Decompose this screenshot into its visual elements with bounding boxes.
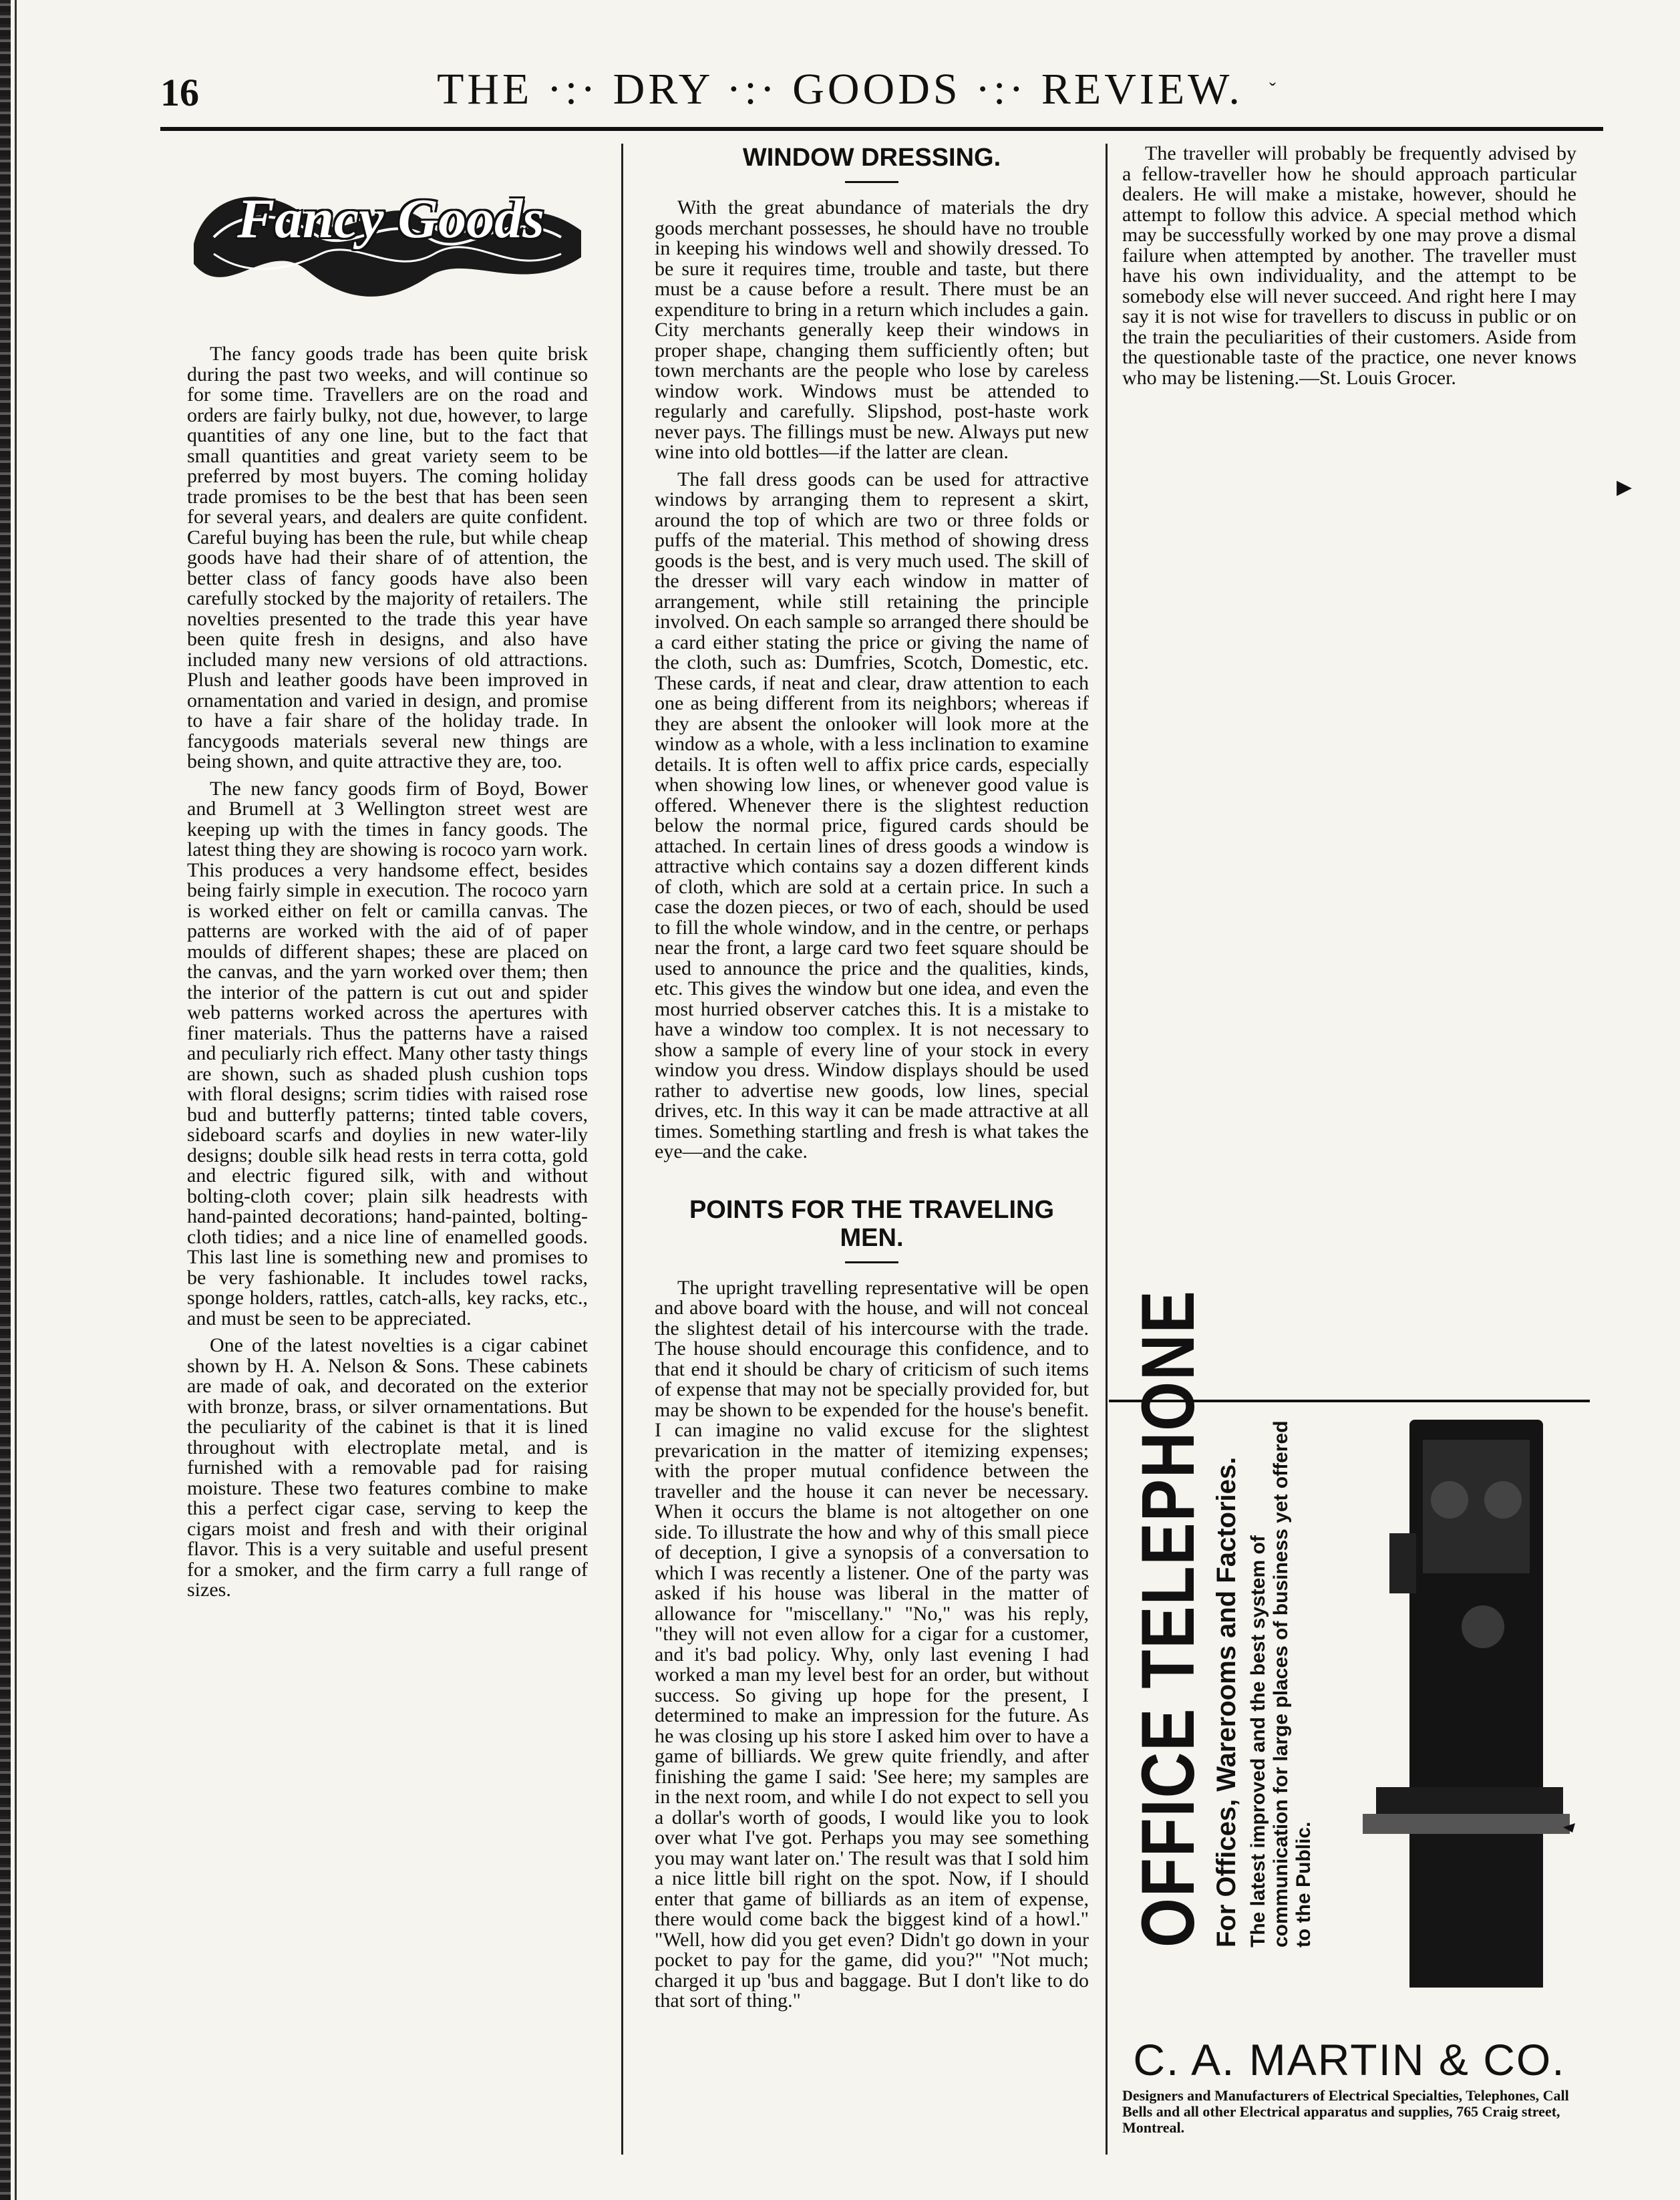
ad-company-name: C. A. MARTIN & CO. [1133,2035,1566,2084]
running-title: THE ·:· DRY ·:· GOODS ·:· REVIEW. [437,65,1243,114]
title-dash [845,1261,898,1263]
fancy-goods-paragraph-3: One of the latest novelties is a cigar cabinet shown by H. A. Nelson & Sons. These cabinets are made of oak, and decorated on the exterior with bronze, brass, or silver ornamentations. But the peculiarity of the cabinet is that it is lined throughout with electroplate metal, and is furnished with a removable pad for raising moisture. These two features combine to make this a perfect cigar case, serving to keep the cigars moist and fresh and with their original flavor. This is a very suitable and useful present for a smoker, and the firm carry a full range of sizes. [187,1334,588,1601]
office-telephone-advertisement [1109,1289,1590,2136]
fancy-goods-heading-image [187,170,588,311]
page-binding-edge [0,0,11,2200]
fancy-goods-paragraph-2: The new fancy goods firm of Boyd, Bower and Brumell at 3 Wellington street west are keeping up with the times in fancy goods. The latest thing they are showing is rococo yarn work. This produces a very handsome effect, besides being fairly simple in execution. The rococo yarn is worked either on felt or camilla canvas. The patterns are worked with the aid of of paper moulds of different shapes; these are placed on the canvas, and the yarn worked over them; then the interior of the pattern is cut out and spider web patterns worked across the apertures with finer materials. Thus the patterns have a raised and peculiarly rich effect. Many other tasty things are shown, such as shaded plush cushion tops with floral designs; scrim tidies with raised rose bud and butterfly patterns; tinted table covers, sideboard scarfs and doylies in new water-lily designs; double silk head rests in terra cotta, gold and electric figured silk, with and without bolting-cloth cover; plain silk headrests with hand-painted decorations; hand-painted, bolting-cloth tidies; and a nice line of enamelled goods. This last line is something new and promises to be very fashionable. It includes towel racks, sponge holders, rattles, catch-alls, key racks, etc., and must be seen to be appreciated. [187,777,588,1329]
traveling-men-title: POINTS FOR THE TRAVELING MEN. [689,1195,1055,1252]
ad-subtitle: For Offices, Warerooms and Factories. [1212,1456,1241,1947]
ad-title: OFFICE TELEPHONE [1126,1289,1210,1947]
window-dressing-paragraph-1: With the great abundance of materials the dry goods merchant possesses, he should have no trouble in keeping his windows well and showily dressed. To be sure it requires time, trouble and taste, but there must be a cause before a result. There must be an expenditure to bring in a return which includes a gain. City merchants generally keep their windows in proper shape, changing them sufficiently often; but town merchants are the people who lose by careless window work. Windows must be attended to regularly and carefully. Slipshod, post-haste work never pays. The fillings must be new. Always put new wine into old bottles—if the latter are clean. [655,196,1089,463]
traveling-men-continued-column [1122,144,1576,1380]
column-rule-2 [1106,144,1108,2155]
column-rule-1 [621,144,623,2155]
fancy-goods-column [187,144,588,1607]
margin-arrow: ▸ [1617,469,1633,503]
ad-footer: Designers and Manufacturers of Electrical Specialties, Telephones, Call Bells and all other Electrical apparatus and supplies, 765 Craig street, Montreal. [1122,2087,1569,2136]
title-dash [845,181,898,183]
fancy-goods-paragraph-1: The fancy goods trade has been quite brisk during the past two weeks, and will continue so for some time. Travellers are on the road and orders are fairly bulky, not due, however, to large quantities of any one line, but to the fact that small quantities and great variety seem to be preferred by most buyers. The coming holiday trade promises to be the best that has been seen for several years, and dealers are quite confident. Careful buying has been the rule, but while cheap goods have had their share of of attention, the better class of fancy goods have also been carefully stocked by the majority of retailers. The novelties presented to the trade this year have been quite fresh in designs, and also have included many new versions of old attractions. Plush and leather goods have been improved in ornamentation and varied in design, and promise to have a fair share of the holiday trade. In fancygoods materials several new things are being shown, and quite attractive they are, too. [187,343,588,772]
window-dressing-paragraph-2: The fall dress goods can be used for attractive windows by arranging them to represent a skirt, around the top of which are two or three folds or puffs of the material. This method of showing dress goods is the best, and is very much used. The skill of the dresser will vary each window in matter of arrangement, while still retaining the principle involved. On each sample so arranged there should be a card either stating the price or giving the name of the cloth, such as: Dumfries, Scotch, Domestic, etc. These cards, if neat and clear, draw attention to each one as being different from its neighbors; whereas if they are absent the onlooker will look more at the window as a whole, with a less inclination to examine details. It is often well to affix price cards, especially when showing low lines, or whenever good value is offered. Whenever there is the slightest reduction below the normal price, figured cards should be attached. In certain lines of dress goods a window is attractive which contains say a dozen different kinds of cloth, which are sold at a certain price. In such a case the dozen pieces, or two of each, should be used to fill the whole window, and in the centre, or perhaps near the front, a large card two feet square should be used to announce the price and the qualities, kinds, etc. This gives the window but one idea, and even the most hurried observer catches this. It is a mistake to have a window too complex. It is not necessary to show a sample of every line of your stock in every window you dress. Window displays should be used rather to advertise new goods, low lines, special drives, etc. In this way it can be made attractive at all times. Something startling and fresh is what takes the eye—and the cake. [655,468,1089,1162]
page-number: 16 [160,71,199,114]
fancy-goods-heading: Fancy Goods [237,188,544,250]
print-tick-mark: ˇ [1269,79,1276,101]
traveling-men-paragraph-2: The traveller will probably be frequently advised by a fellow-traveller how he should approach particular dealers. He will make a mistake, however, should he attempt to follow this advice. A special method which may be successfully worked by one may prove a dismal failure when attempted by another. The traveller must have his own individuality, and the attempt to be somebody else will never succeed. And right here I may say it is not wise for travellers to discuss in public or on the train the peculiarities of their customers. Aside from the questionable taste of the practice, one never knows who may be listening.—St. Louis Grocer. [1122,144,1576,389]
header-rule [160,127,1603,131]
page-binding-line [15,0,17,2200]
window-dressing-title: WINDOW DRESSING. [742,144,1001,172]
traveling-men-paragraph-1: The upright travelling representative will be open and above board with the house, and will not conceal the slightest detail of his intercourse with the trade. The house should encourage this confidence, and to that end it should be chary of criticism of such items of expense that may not be specially provided for, but may be shown to be expended for the house's benefit. I can imagine no valid excuse for the slightest prevarication in the matter of itemizing expenses; with the proper mutual confidence between the traveller and the house it can never be necessary. When it occurs the blame is not altogether on one side. To illustrate the how and why of this small piece of deception, I give a synopsis of a conversation to which I was recently a listener. One of the party was asked if his house was liberal in the matter of allowance for "miscellany." "No," was his reply, "they will not even allow for a cigar for a customer, and it's bad policy. Why, only last evening I had worked a man my level best for an order, but without success. So giving up hope for the present, I determined to make an impression for the future. As he was closing up his store I asked him over to have a game of billiards. We grew quite friendly, and after finishing the game I said: 'See here; my samples are in the next room, and while I do not expect to sell you a dollar's worth of goods, I would like you to look over what I've got. Perhaps you may see something you may want later on.' The result was that I sold him a nice little bill right on the spot. Now, if I should enter that game of billiards as an item of expense, there would come back the biggest kind of a howl." "Well, how did you get even? Didn't go down in your pocket to pay for the game, did you?" "Not much; charged it up 'bus and baggage. But I don't like to do that sort of thing." [655,1276,1089,2012]
window-dressing-column [655,144,1089,2018]
ad-description: The latest improved and the best system of communication for large places of business yet offered to the Public. [1247,1420,1315,1947]
wall-telephone-icon [1349,1413,1576,2001]
